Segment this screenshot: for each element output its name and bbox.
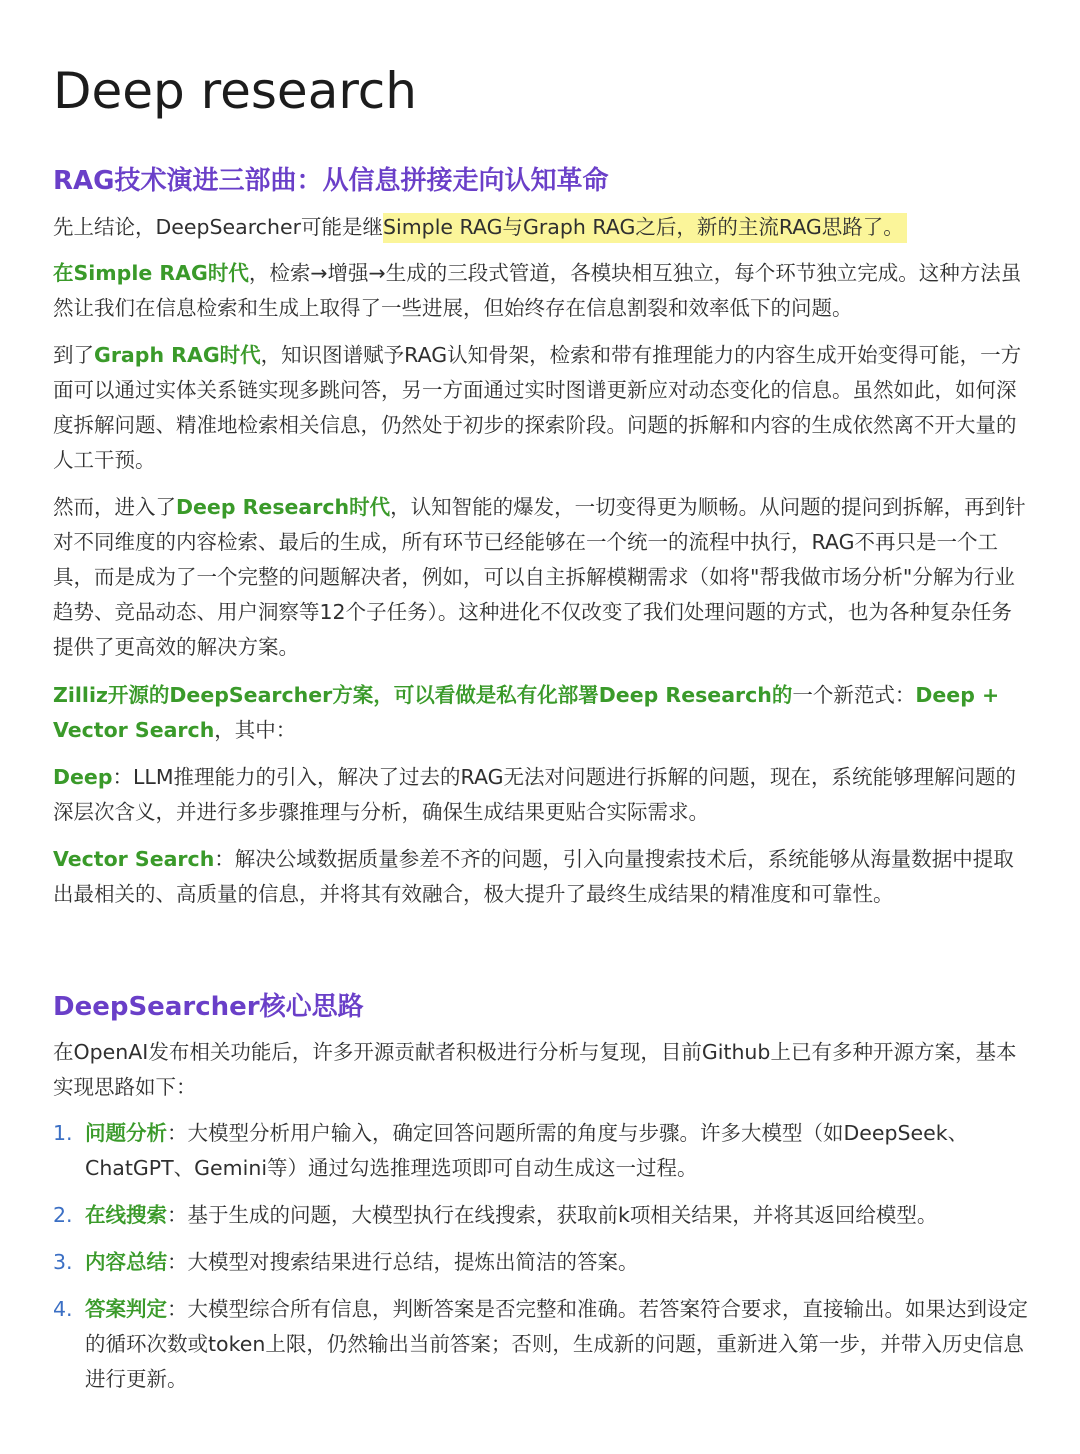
term-deep-research: Deep Research时代 xyxy=(176,495,391,519)
paragraph-text: ，检索→增强→生成的三段式管道，各模块相互独立，每个环节独立完成。这种方法虽然让我们在信息检索和生成上取得了一些进展，但始终存在信息割裂和效率低下的问题。 xyxy=(53,261,1022,320)
paragraph-text: ，认知智能的爆发，一切变得更为顺畅。从问题的提问到拆解，再到针对不同维度的内容检索、最后的生成，所有环节已经能够在一个统一的流程中执行，RAG不再只是一个工具，而是成为了一个完整的问题解决者，例如，可以自主拆解模糊需求（如将"帮我做市场分析"分解为行业趋势、竞品动态、用户洞察等12个子任务）。这种进化不仅改变了我们处理问题的方式，也为各种复杂任务提供了更高效的解决方案。 xyxy=(53,495,1026,659)
step-term: 在线搜索 xyxy=(85,1203,167,1227)
highlighted-text: Simple RAG与Graph RAG之后，新的主流RAG思路了。 xyxy=(383,213,907,243)
list-item xyxy=(53,1116,1031,1186)
lead-text: 到了 xyxy=(53,343,94,367)
list-number: 4. xyxy=(53,1297,73,1321)
term-zilliz: Zilliz开源的DeepSearcher方案，可以看做是私有化部署Deep Research的 xyxy=(53,683,793,707)
term-simple-rag: Simple RAG时代 xyxy=(73,261,249,285)
paragraph-text: ：解决公域数据质量参差不齐的问题，引入向量搜索技术后，系统能够从海量数据中提取出最相关的、高质量的信息，并将其有效融合，极大提升了最终生成结果的精准度和可靠性。 xyxy=(53,847,1014,906)
list-item xyxy=(53,1198,1031,1233)
paragraph-vector-search xyxy=(53,842,1031,912)
page-title: Deep research xyxy=(53,62,417,120)
list-item xyxy=(53,1245,1031,1280)
paragraph-deep xyxy=(53,760,1031,830)
paragraph-text: ，知识图谱赋予RAG认知骨架，检索和带有推理能力的内容生成开始变得可能，一方面可以通过实体关系链实现多跳问答，另一方面通过实时图谱更新应对动态变化的信息。虽然如此，如何深度拆解问题、精准地检索相关信息，仍然处于初步的探索阶段。问题的拆解和内容的生成依然离不开大量的人工干预。 xyxy=(53,343,1022,472)
list-item xyxy=(53,1292,1031,1397)
step-term: 答案判定 xyxy=(85,1297,167,1321)
paragraph-text: ，其中： xyxy=(214,718,297,742)
term-vector-search: Vector Search xyxy=(53,847,215,871)
list-number: 3. xyxy=(53,1250,73,1274)
paragraph-deep-research xyxy=(53,490,1031,665)
lead-text: 在 xyxy=(53,261,74,285)
paragraph-text: ：LLM推理能力的引入，解决了过去的RAG无法对问题进行拆解的问题，现在，系统能够理解问题的深层次含义，并进行多步骤推理与分析，确保生成结果更贴合实际需求。 xyxy=(53,765,1016,824)
paragraph-intro: 在OpenAI发布相关功能后，许多开源贡献者积极进行分析与复现，目前Github上已有多种开源方案，基本实现思路如下： xyxy=(53,1040,1017,1099)
section-heading-core-idea: DeepSearcher核心思路 xyxy=(53,992,364,1022)
step-text: ：大模型对搜索结果进行总结，提炼出简洁的答案。 xyxy=(167,1250,639,1274)
step-term: 内容总结 xyxy=(85,1250,167,1274)
paragraph-zilliz xyxy=(53,678,1031,748)
step-text: ：基于生成的问题，大模型执行在线搜索，获取前k项相关结果，并将其返回给模型。 xyxy=(167,1203,938,1227)
step-term: 问题分析 xyxy=(85,1121,167,1145)
term-deep: Deep xyxy=(53,765,113,789)
paragraph-text: 一个新范式： xyxy=(792,683,916,707)
paragraph-conclusion xyxy=(53,210,1031,245)
term-deep-vector-search: Deep + Vector Search xyxy=(53,683,1000,742)
step-text: ：大模型综合所有信息，判断答案是否完整和准确。若答案符合要求，直接输出。如果达到设定的循环次数或token上限，仍然输出当前答案；否则，生成新的问题，重新进入第一步，并带入历史信息进行更新。 xyxy=(85,1297,1028,1391)
list-number: 1. xyxy=(53,1121,73,1145)
term-graph-rag: Graph RAG时代 xyxy=(94,343,261,367)
lead-text: 然而，进入了 xyxy=(53,495,176,519)
step-text: ：大模型分析用户输入，确定回答问题所需的角度与步骤。许多大模型（如DeepSeek、ChatGPT、Gemini等）通过勾选推理选项即可自动生成这一过程。 xyxy=(85,1121,969,1180)
steps-list xyxy=(53,1116,1031,1397)
paragraph-graph-rag xyxy=(53,338,1031,478)
section-heading-rag-evolution: RAG技术演进三部曲：从信息拼接走向认知革命 xyxy=(53,166,609,196)
conclusion-text: 先上结论，DeepSearcher可能是继 xyxy=(53,215,383,239)
list-number: 2. xyxy=(53,1203,73,1227)
paragraph-simple-rag xyxy=(53,256,1031,326)
